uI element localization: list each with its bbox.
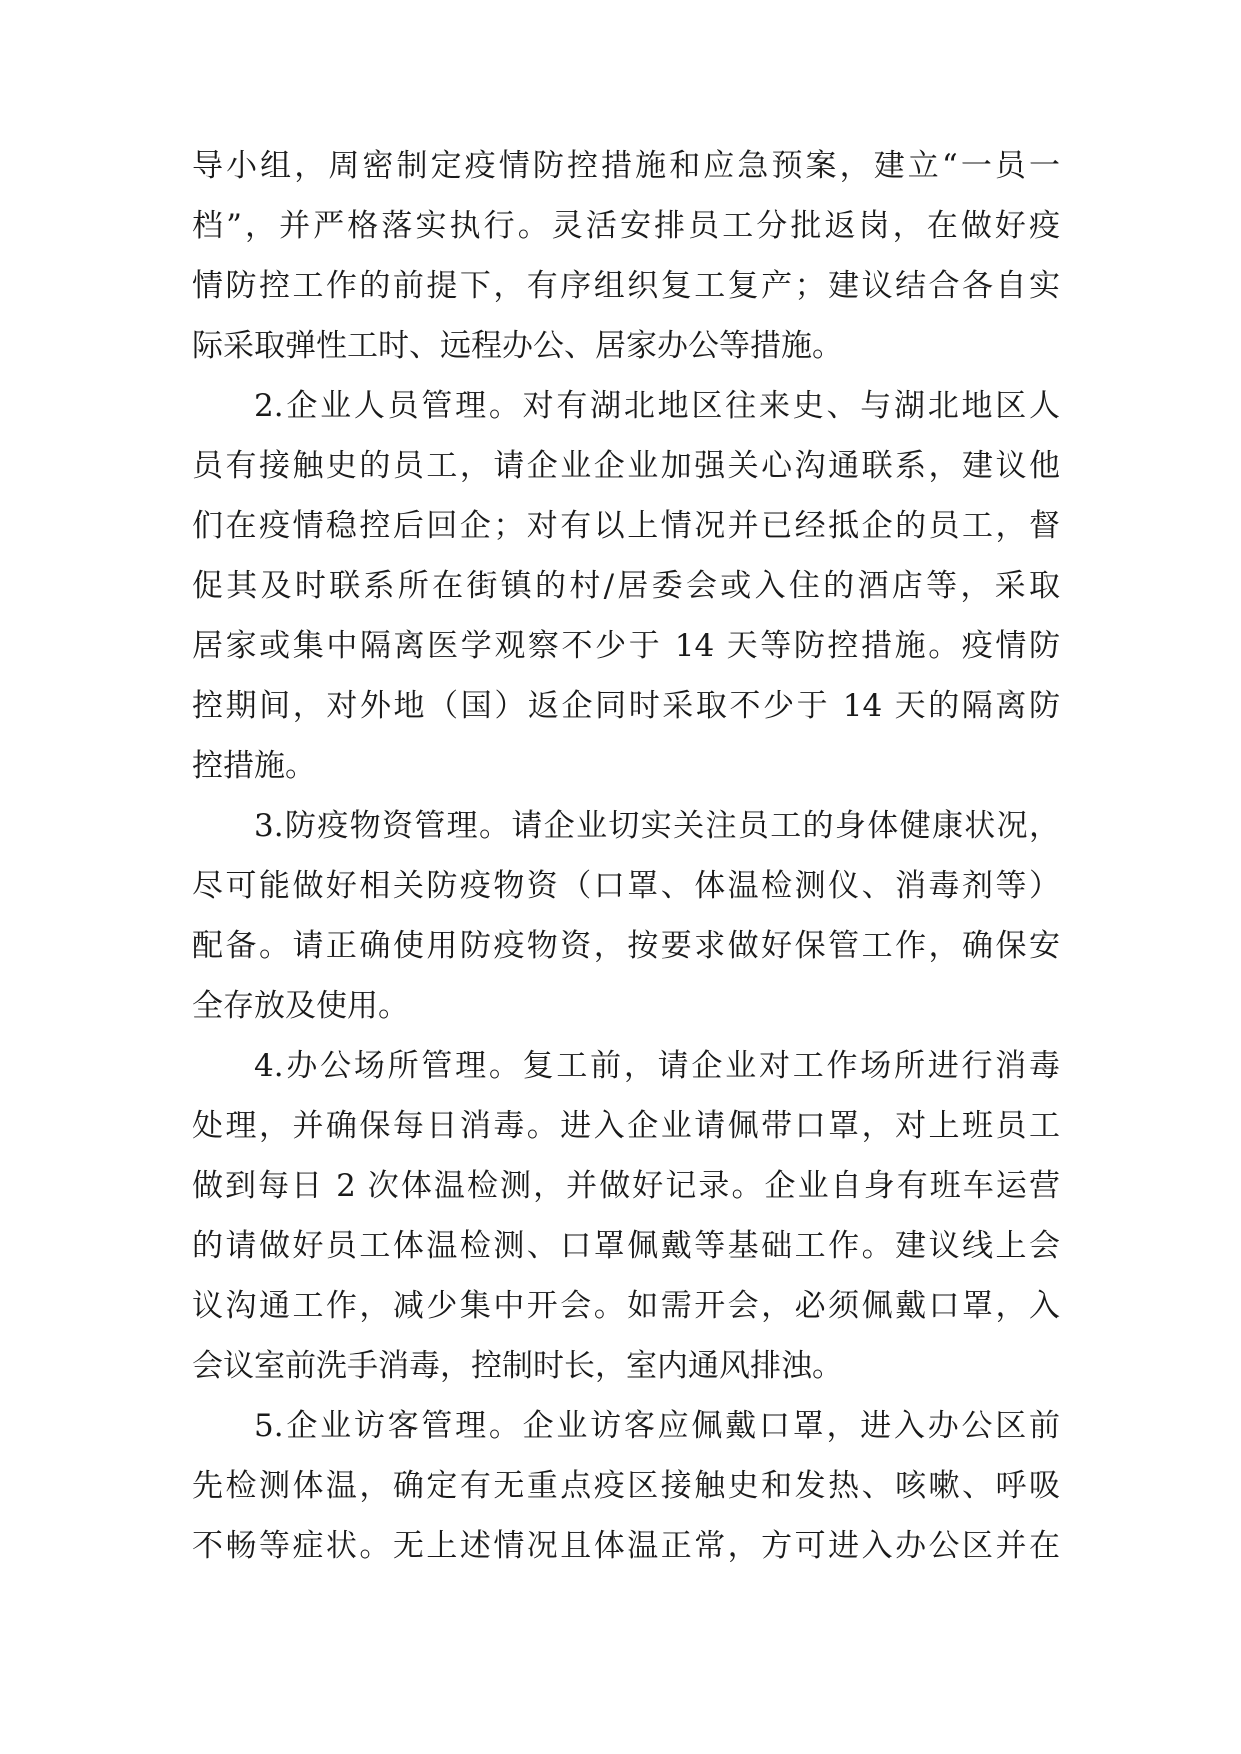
text-line: 情防控工作的前提下，有序组织复工复产；建议结合各自实	[192, 268, 1060, 304]
document-body	[192, 136, 1060, 1576]
text-line: 际采取弹性工时、远程办公、居家办公等措施。	[192, 328, 843, 364]
text-line: 控措施。	[192, 748, 316, 784]
text-line: 们在疫情稳控后回企；对有以上情况并已经抵企的员工，督	[192, 508, 1060, 544]
text-line: 档”，并严格落实执行。灵活安排员工分批返岗，在做好疫	[192, 208, 1060, 244]
text-line: 的请做好员工体温检测、口罩佩戴等基础工作。建议线上会	[192, 1228, 1060, 1264]
text-line: 会议室前洗手消毒，控制时长，室内通风排浊。	[192, 1348, 843, 1384]
text-line: 处理，并确保每日消毒。进入企业请佩带口罩，对上班员工	[192, 1108, 1060, 1144]
text-line: 尽可能做好相关防疫物资（口罩、体温检测仪、消毒剂等）	[192, 868, 1060, 904]
text-line: 做到每日 2 次体温检测，并做好记录。企业自身有班车运营	[192, 1168, 1060, 1204]
paragraph-intro-continued	[192, 136, 1060, 376]
text-line: 先检测体温，确定有无重点疫区接触史和发热、咳嗽、呼吸	[192, 1468, 1060, 1504]
text-line: 全存放及使用。	[192, 988, 409, 1024]
text-line: 4.办公场所管理。复工前，请企业对工作场所进行消毒	[254, 1048, 1060, 1084]
paragraph-visitor-management	[192, 1396, 1060, 1576]
text-line: 议沟通工作，减少集中开会。如需开会，必须佩戴口罩，入	[192, 1288, 1060, 1324]
text-line: 3.防疫物资管理。请企业切实关注员工的身体健康状况，	[254, 808, 1060, 844]
paragraph-personnel-management	[192, 376, 1060, 796]
text-line: 2.企业人员管理。对有湖北地区往来史、与湖北地区人	[254, 388, 1060, 424]
paragraph-office-management	[192, 1036, 1060, 1396]
paragraph-supplies-management	[192, 796, 1060, 1036]
text-line: 配备。请正确使用防疫物资，按要求做好保管工作，确保安	[192, 928, 1060, 964]
text-line: 不畅等症状。无上述情况且体温正常，方可进入办公区并在	[192, 1528, 1060, 1564]
text-line: 员有接触史的员工，请企业企业加强关心沟通联系，建议他	[192, 448, 1060, 484]
text-line: 居家或集中隔离医学观察不少于 14 天等防控措施。疫情防	[192, 628, 1060, 664]
text-line: 控期间，对外地（国）返企同时采取不少于 14 天的隔离防	[192, 688, 1060, 724]
text-line: 导小组，周密制定疫情防控措施和应急预案，建立“一员一	[192, 148, 1060, 184]
text-line: 促其及时联系所在街镇的村/居委会或入住的酒店等，采取	[192, 568, 1060, 604]
text-line: 5.企业访客管理。企业访客应佩戴口罩，进入办公区前	[254, 1408, 1060, 1444]
